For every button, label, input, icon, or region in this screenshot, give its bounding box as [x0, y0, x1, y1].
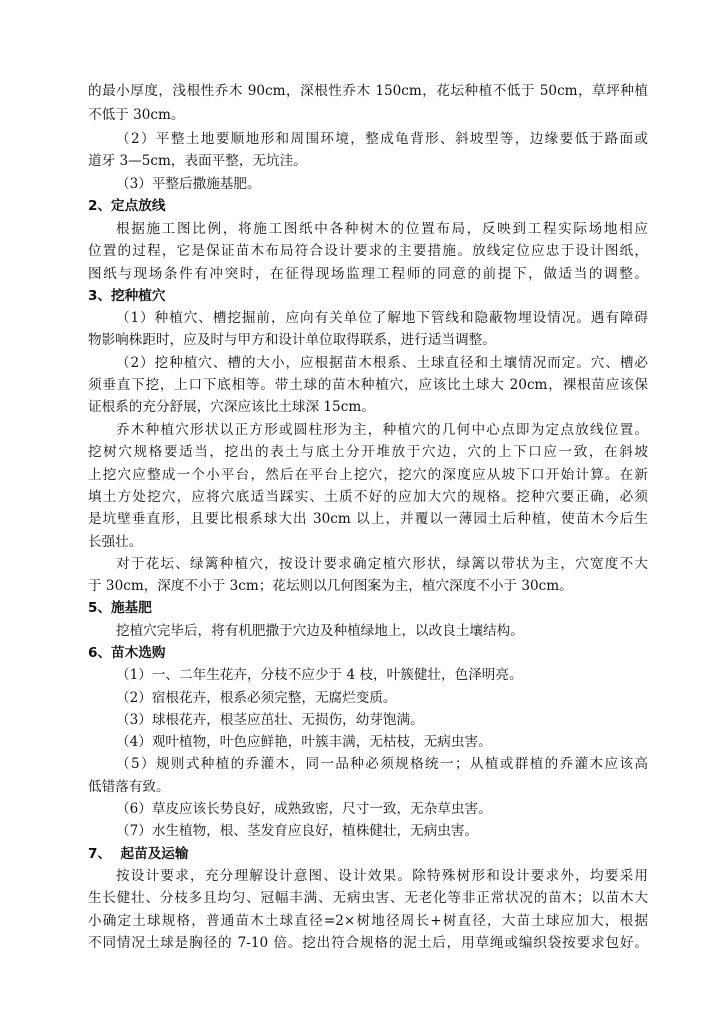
list-item-line: （2）挖种植穴、槽的大小，应根据苗木根系、土球直径和土壤情况而定。穴、槽必 — [116, 355, 648, 371]
paragraph-line: 图纸与现场条件有冲突时，在征得现场监理工程师的同意的前提下，做适当的调整。 — [88, 266, 648, 282]
list-item-line: （2）平整土地要顺地形和周围环境，整成龟背形、斜坡型等，边缘要低于路面或 — [116, 131, 648, 147]
paragraph-line: 位置的过程，它是保证苗木布局符合设计要求的主要措施。放线定位应忠于设计图纸， — [88, 243, 648, 259]
paragraph-line: 上挖穴应整成一个小平台，然后在平台上挖穴，挖穴的深度应从坡下口开始计算。在新 — [88, 467, 648, 483]
paragraph-line: 挖植穴完毕后，将有机肥撒于穴边及种植绿地上，以改良土壤结构。 — [116, 623, 524, 639]
paragraph-line: 须垂直下挖，上口下底相等。带土球的苗木种植穴，应该比土球大 20cm，裸根苗应该保 — [88, 377, 648, 393]
section-heading: 2、定点放线 — [88, 198, 166, 214]
paragraph-line: 填土方处挖穴，应将穴底适当踩实、土质不好的应加大穴的规格。挖种穴要正确，必须 — [88, 489, 648, 505]
paragraph-line: 不低于 30cm。 — [88, 107, 185, 123]
paragraph-line: 长强壮。 — [88, 534, 143, 550]
paragraph-line: 挖树穴规格要适当，挖出的表土与底土分开堆放于穴边，穴的上下口应一致，在斜坡 — [88, 444, 648, 460]
list-item-line: （6）草皮应该长势良好，成熟致密，尺寸一致，无杂草虫害。 — [116, 801, 492, 817]
paragraph-line: 道牙 3—5cm，表面平整，无坑洼。 — [88, 153, 307, 169]
paragraph-line: 对于花坛、绿篱种植穴，按设计要求确定植穴形状，绿篱以带状为主，穴宽度不大 — [116, 556, 648, 572]
paragraph-line: 的最小厚度，浅根性乔木 90cm，深根性乔木 150cm，花坛种植不低于 50cm，草坪种植 — [88, 83, 648, 99]
list-item-line: （4）观叶植物，叶色应鲜艳，叶簇丰满，无枯枝，无病虫害。 — [116, 734, 492, 750]
section-heading: 7、 起苗及运输 — [88, 846, 189, 862]
paragraph-line: 于 30cm，深度不小于 3cm；花坛则以几何图案为主，植穴深度不小于 30cm。 — [88, 578, 573, 594]
paragraph-line: 乔木种植穴形状以正方形或圆柱形为主，种植穴的几何中心点即为定点放线位置。 — [116, 422, 648, 438]
list-item-line: （7）水生植物，根、茎发育应良好，植株健壮，无病虫害。 — [116, 823, 479, 839]
section-heading: 5、施基肥 — [88, 600, 152, 616]
paragraph-line: 按设计要求，充分理解设计意图、设计效果。除特殊树形和设计要求外，均要采用 — [116, 868, 648, 884]
paragraph-line: 证根系的充分舒展，穴深应该比土球深 15cm。 — [88, 399, 375, 415]
paragraph-line: 根据施工图比例，将施工图纸中各种树木的位置布局，反映到工程实际场地相应 — [116, 221, 648, 237]
paragraph-line: 生长健壮、分枝多且均匀、冠幅丰满、无病虫害、无老化等非正常状况的苗木；以苗木大 — [88, 890, 648, 906]
list-item-line: （5）规则式种植的乔灌木，同一品种必须规格统一；从植或群植的乔灌木应该高 — [116, 756, 648, 772]
section-heading: 6、苗木选购 — [88, 645, 166, 661]
paragraph-line: 不同情况土球是胸径的 7-10 倍。挖出符合规格的泥土后，用草绳或编织袋按要求包好。 — [88, 935, 648, 951]
list-item-line: （1）一、二年生花卉，分枝不应少于 4 枝，叶簇健壮，色泽明亮。 — [116, 667, 523, 683]
list-item-line: （1）种植穴、槽挖掘前，应向有关单位了解地下管线和隐蔽物埋设情况。遇有障碍 — [116, 310, 648, 326]
paragraph-line: 物影响株距时，应及时与甲方和设计单位取得联系，进行适当调整。 — [88, 332, 496, 348]
list-item-line: （3）平整后撒施基肥。 — [116, 176, 261, 192]
list-item-line: （3）球根花卉，根茎应茁壮、无损伤，幼芽饱满。 — [116, 712, 424, 728]
paragraph-line: 小确定土球规格，普通苗木土球直径=2×树地径周长+树直径，大苗土球应加大，根据 — [88, 913, 648, 929]
list-item-line: （2）宿根花卉，根系必须完整，无腐烂变质。 — [116, 690, 397, 706]
paragraph-line: 低错落有致。 — [88, 779, 170, 795]
paragraph-line: 是坑壁垂直形，且要比根系球大出 30cm 以上，并覆以一薄园土后种植，使苗木今后生 — [88, 511, 648, 527]
section-heading: 3、挖种植穴 — [88, 288, 166, 304]
